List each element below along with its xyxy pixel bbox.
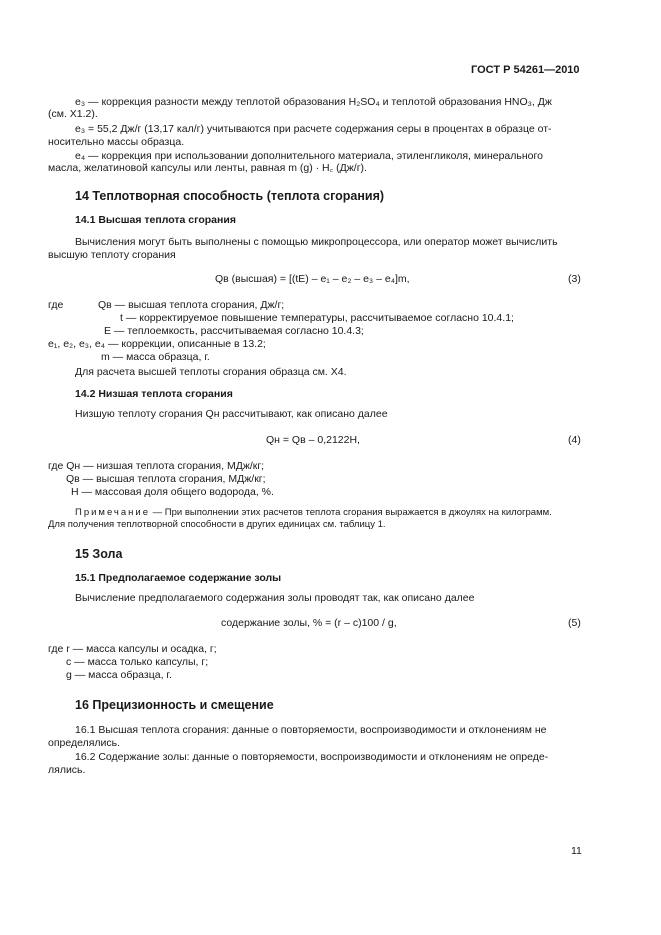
p162-line2: лялись. bbox=[48, 764, 86, 776]
formula-5-number: (5) bbox=[568, 617, 581, 629]
e3-value-line1: e₃ = 55,2 Дж/г (13,17 кал/г) учитываются при расчете содержания серы в процентах в образце от- bbox=[75, 123, 552, 135]
def-g: g — масса образца, г. bbox=[66, 669, 172, 681]
def-qn: где Qн — низшая теплота сгорания, МДж/кг; bbox=[48, 460, 265, 472]
e3-def-line1: e₃ — коррекция разности между теплотой образования H₂SO₄ и теплотой образования HNO₃, Дж bbox=[75, 96, 552, 108]
formula-3: Qв (высшая) = [(tE) – e₁ – e₂ – e₃ – e₄]m, bbox=[215, 273, 410, 285]
formula-5: содержание золы, % = (r – c)100 / g, bbox=[221, 617, 397, 629]
section-14-1-para-line1: Вычисления могут быть выполнены с помощью микропроцессора, или оператор может вычислить bbox=[75, 236, 558, 248]
where-label: где bbox=[48, 299, 64, 311]
e3-value-line2: носительно массы образца. bbox=[48, 136, 185, 148]
def-m: m — масса образца, г. bbox=[101, 351, 210, 363]
def-c: c — масса только капсулы, г; bbox=[66, 656, 209, 668]
def-r: где r — масса капсулы и осадка, г; bbox=[48, 643, 217, 655]
section-15-1-title: 15.1 Предполагаемое содержание золы bbox=[75, 572, 282, 584]
formula-4: Qн = Qв – 0,2122H, bbox=[266, 434, 360, 446]
def-qv-mj: Qв — высшая теплота сгорания, МДж/кг; bbox=[66, 473, 266, 485]
e3-def-line2: (см. X1.2). bbox=[48, 108, 98, 120]
section-14-1-title: 14.1 Высшая теплота сгорания bbox=[75, 214, 236, 226]
def-t: t — корректируемое повышение температуры, рассчитываемое согласно 10.4.1; bbox=[120, 312, 514, 324]
section-16-title: 16 Прецизионность и смещение bbox=[75, 698, 274, 712]
def-h: H — массовая доля общего водорода, %. bbox=[71, 486, 274, 498]
e4-def-line2: масла, желатиновой капсулы или ленты, равная m (g) · H꜀ (Дж/г). bbox=[48, 162, 367, 174]
note-label: Примечание bbox=[75, 507, 150, 518]
note-line2: Для получения теплотворной способности в других единицах см. таблицу 1. bbox=[48, 519, 386, 530]
page-number: 11 bbox=[571, 845, 582, 857]
section-15-title: 15 Зола bbox=[75, 547, 123, 561]
note-text: — При выполнении этих расчетов теплота сгорания выражается в джоулях на килограмм. bbox=[150, 507, 552, 518]
section-14-1-para-line2: высшую теплоту сгорания bbox=[48, 249, 176, 261]
section-14-title: 14 Теплотворная способность (теплота сгорания) bbox=[75, 189, 385, 203]
p162-line1: 16.2 Содержание золы: данные о повторяемости, воспроизводимости и отклонениям не опреде- bbox=[75, 751, 549, 763]
formula-4-number: (4) bbox=[568, 434, 581, 446]
def-qv: Qв — высшая теплота сгорания, Дж/г; bbox=[98, 299, 285, 311]
section-14-1-footer: Для расчета высшей теплоты сгорания образца см. X4. bbox=[75, 366, 347, 378]
p161-line2: определялись. bbox=[48, 737, 121, 749]
e4-def-line1: e₄ — коррекция при использовании дополнительного материала, этиленгликоля, минерального bbox=[75, 150, 543, 162]
p161-line1: 16.1 Высшая теплота сгорания: данные о повторяемости, воспроизводимости и отклонениям не bbox=[75, 724, 547, 736]
def-e: E — теплоемкость, рассчитываемая согласно 10.4.3; bbox=[104, 325, 364, 337]
section-14-2-title: 14.2 Низшая теплота сгорания bbox=[75, 388, 233, 400]
def-e1-e4: e₁, e₂, e₃, e₄ — коррекции, описанные в 13.2; bbox=[48, 338, 266, 350]
formula-3-number: (3) bbox=[568, 273, 581, 285]
standard-header: ГОСТ Р 54261—2010 bbox=[471, 64, 580, 76]
section-14-2-para: Низшую теплоту сгорания Qн рассчитывают, как описано далее bbox=[75, 408, 388, 420]
section-15-1-para: Вычисление предполагаемого содержания золы проводят так, как описано далее bbox=[75, 592, 475, 604]
